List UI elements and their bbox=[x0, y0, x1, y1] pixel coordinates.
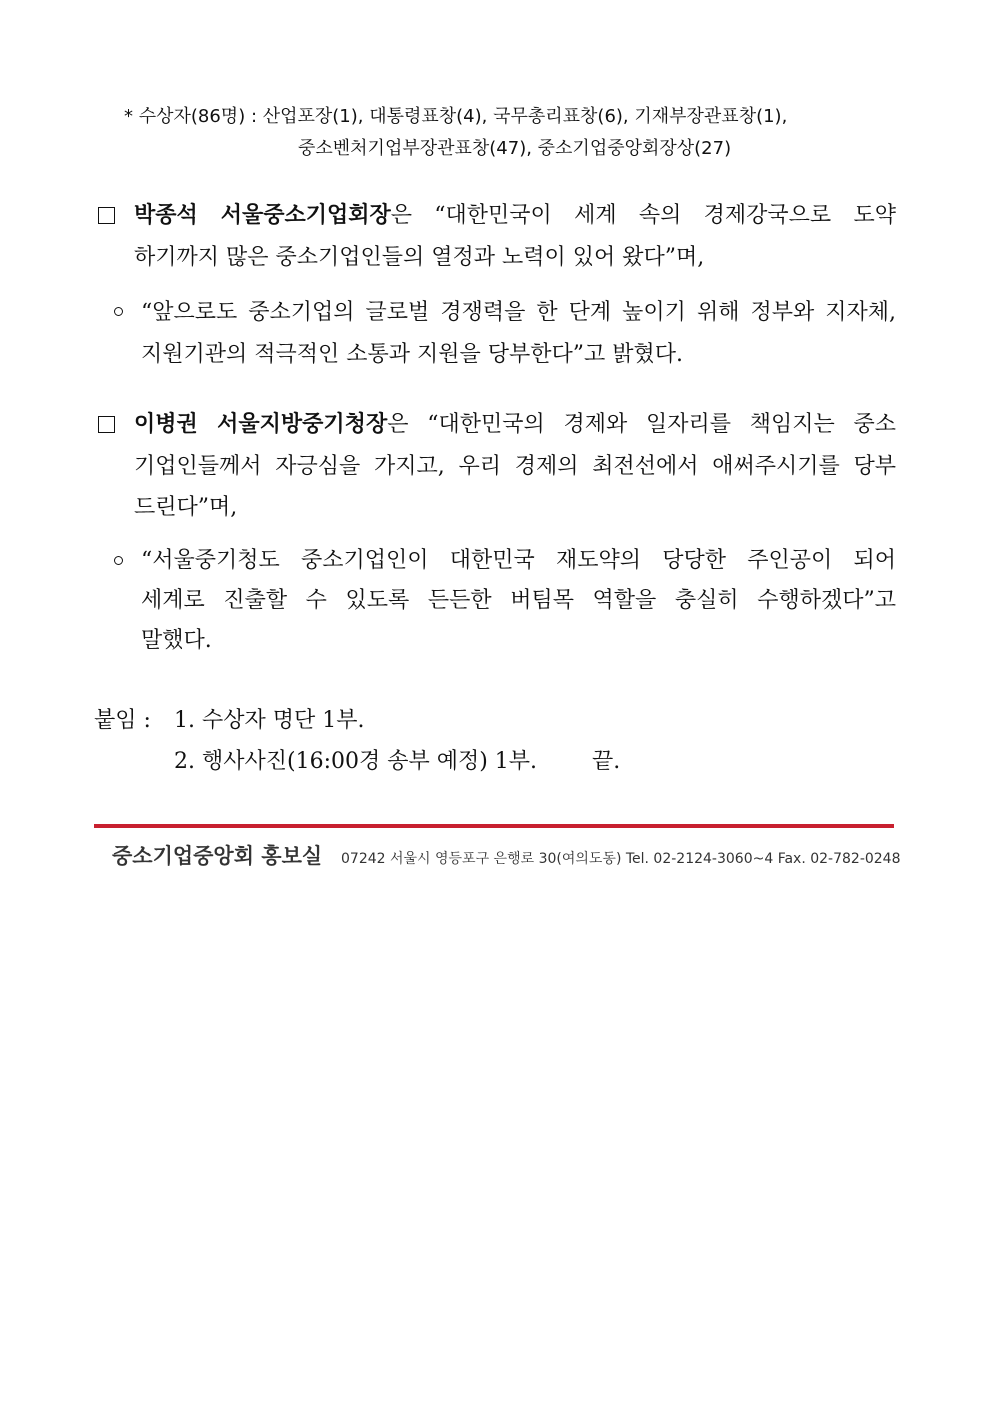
section1-speaker: 박종석 서울중소기업회장 bbox=[134, 203, 391, 228]
section1-line2: 하기까지 많은 중소기업인들의 열정과 노력이 있어 왔다”며, bbox=[134, 245, 705, 270]
section2-speaker: 이병권 서울지방중기청장 bbox=[134, 412, 388, 437]
section2-sub-line1: “서울중기청도 중소기업인이 대한민국 재도약의 당당한 주인공이 되어 bbox=[141, 548, 896, 573]
awards-note-line2: 중소벤처기업부장관표창(47), 중소기업중앙회장상(27) bbox=[298, 138, 732, 159]
section2-sub-line2: 세계로 진출할 수 있도록 든든한 버팀목 역할을 충실히 수행하겠다”고 bbox=[141, 588, 896, 613]
attachment-item-2: 2. 행사사진(16:00경 송부 예정) 1부. bbox=[174, 749, 538, 774]
bullet-circle-icon bbox=[114, 307, 123, 316]
awards-note-line1: * 수상자(86명) : 산업포장(1), 대통령표창(4), 국무총리표창(6), 기재부장관표창(1), bbox=[124, 106, 788, 127]
section2-line1 bbox=[134, 405, 896, 445]
footer-organization: 중소기업중앙회 홍보실 bbox=[112, 844, 323, 868]
attachments-label: 붙임 : bbox=[94, 708, 151, 733]
section1-sub-line1: “앞으로도 중소기업의 글로벌 경쟁력을 한 단계 높이기 위해 정부와 지자체, bbox=[141, 300, 896, 325]
section2-sub-line3: 말했다. bbox=[141, 628, 212, 653]
checkbox-square-icon bbox=[98, 207, 115, 224]
section2-line1-text: 은 “대한민국의 경제와 일자리를 책임지는 중소 bbox=[387, 412, 896, 437]
section2-line3: 드린다”며, bbox=[134, 495, 238, 520]
section1-line1 bbox=[134, 196, 896, 236]
checkbox-square-icon bbox=[98, 416, 115, 433]
section1-line1-text: 은 “대한민국이 세계 속의 경제강국으로 도약 bbox=[390, 203, 896, 228]
section1-sub-line2: 지원기관의 적극적인 소통과 지원을 당부한다”고 밝혔다. bbox=[141, 342, 684, 367]
footer-divider bbox=[94, 824, 894, 828]
bullet-circle-icon bbox=[114, 556, 123, 565]
footer-address: 07242 서울시 영등포구 은행로 30(여의도동) Tel. 02-2124-3060~4 Fax. 02-782-0248 bbox=[341, 851, 901, 867]
section2-line2: 기업인들께서 자긍심을 가지고, 우리 경제의 최전선에서 애써주시기를 당부 bbox=[134, 454, 896, 479]
attachment-item-1: 1. 수상자 명단 1부. bbox=[174, 708, 365, 733]
end-mark: 끝. bbox=[592, 749, 621, 774]
